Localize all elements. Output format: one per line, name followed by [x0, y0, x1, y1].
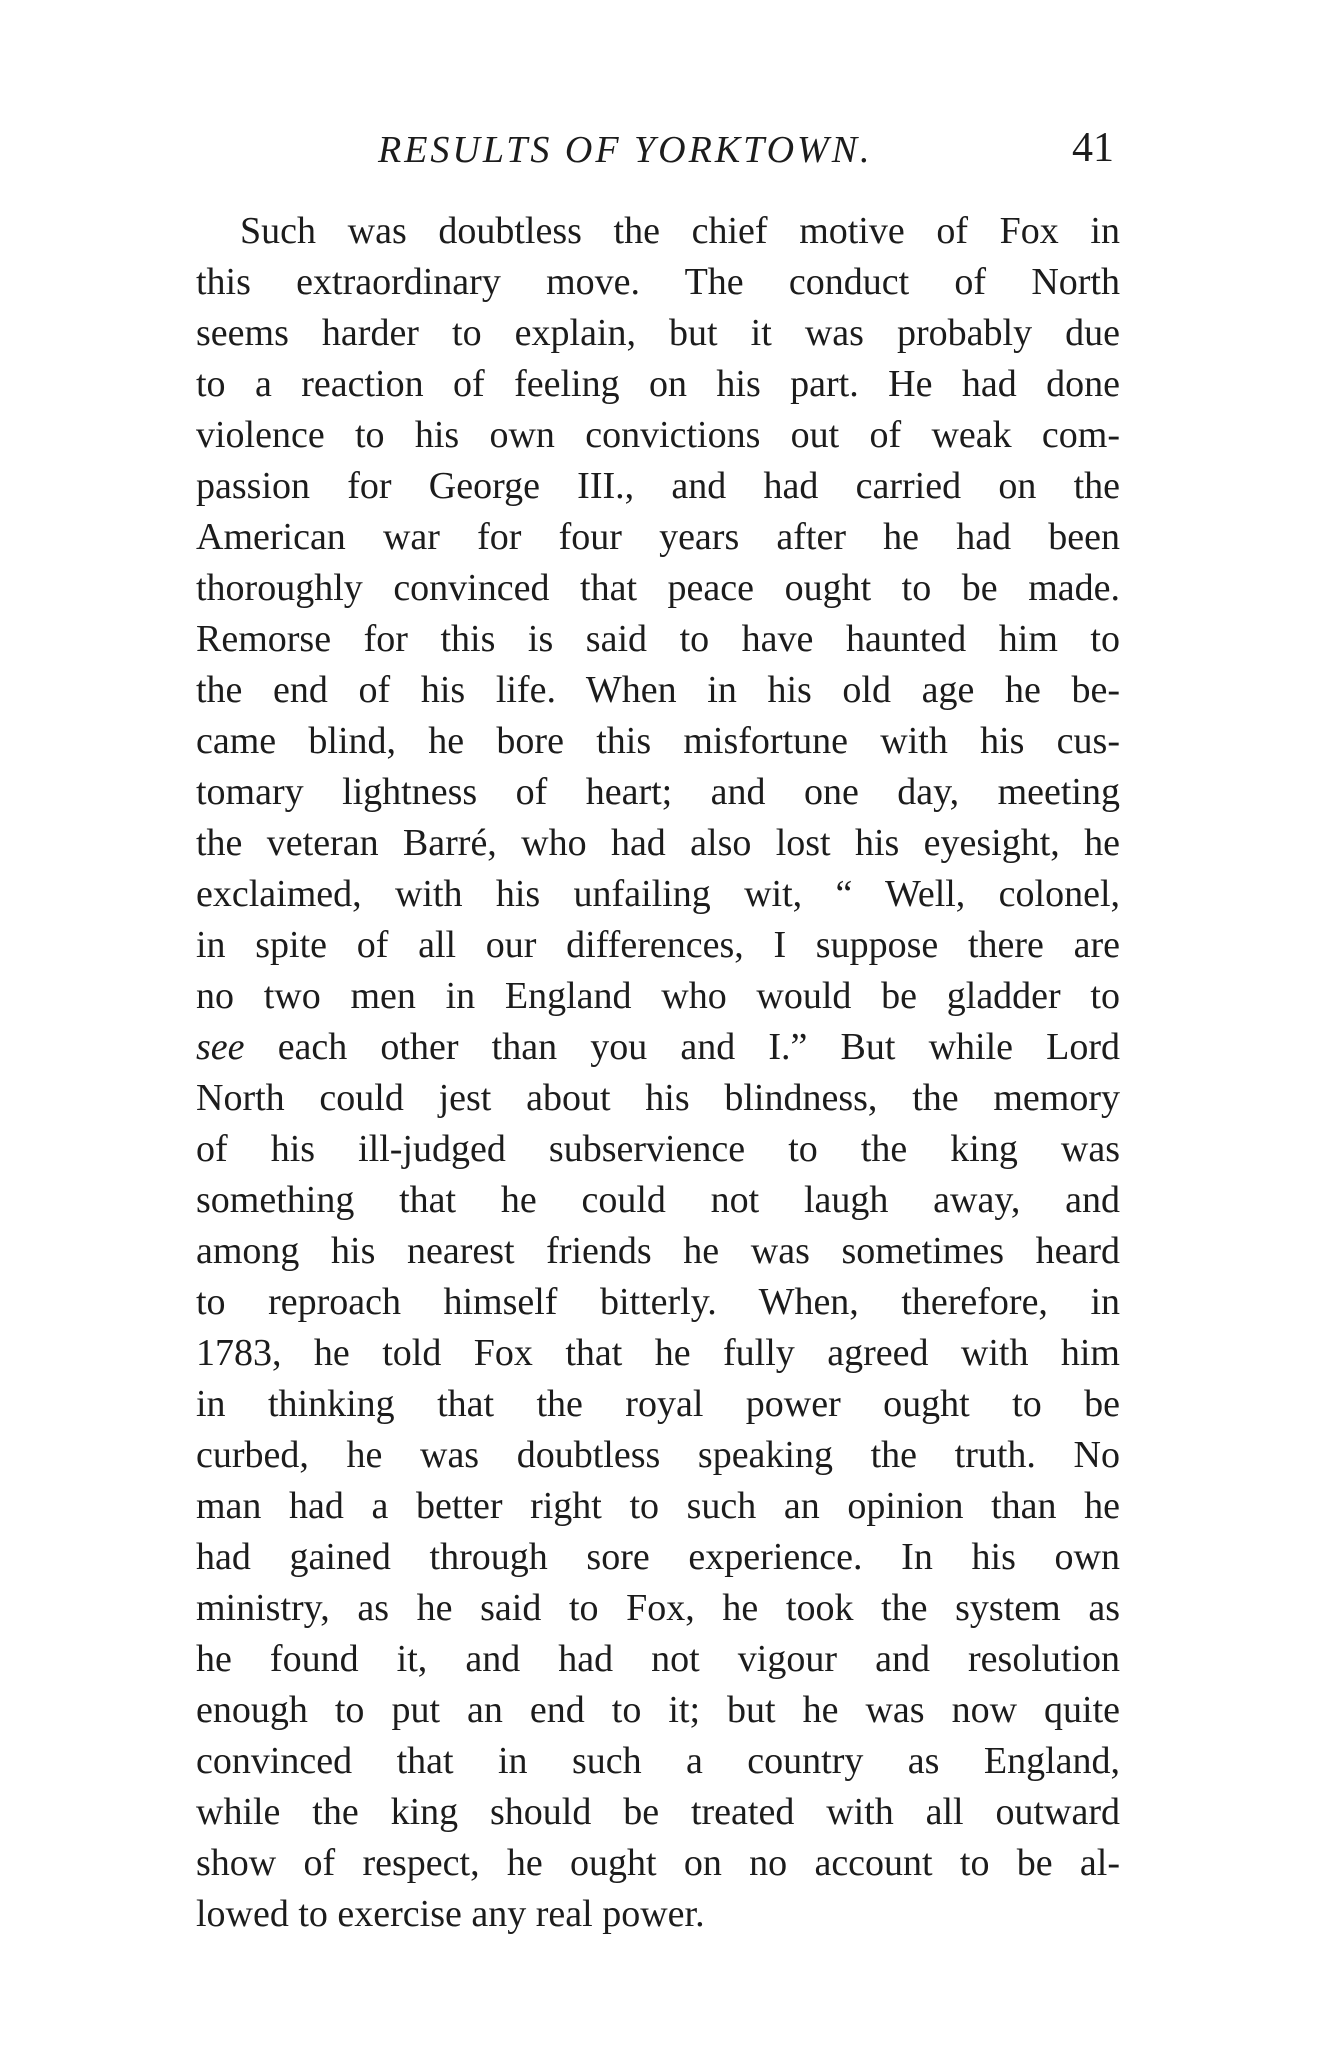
text-line-26: man had a better right to such an opinion than he [196, 1485, 1120, 1527]
running-title: RESULTS OF YORKTOWN. [378, 129, 873, 171]
text-line-5: violence to his own convictions out of weak com- [196, 414, 1120, 456]
text-line-17 [196, 1022, 1120, 1073]
page-number: 41 [1072, 125, 1114, 171]
text-line-3: seems harder to explain, but it was probably due [196, 312, 1120, 354]
text-line-17-rest: each other than you and I.” But while Lord [277, 1026, 1121, 1068]
text-line-2: this extraordinary move. The conduct of North [196, 261, 1120, 303]
text-line-19: of his ill-judged subservience to the king was [196, 1128, 1120, 1170]
text-line-15: in spite of all our differences, I suppose there are [196, 924, 1120, 966]
text-line-14: exclaimed, with his unfailing wit, “ Well, colonel, [196, 873, 1120, 915]
text-line-25: curbed, he was doubtless speaking the truth. No [196, 1434, 1120, 1476]
text-line-6: passion for George III., and had carried on the [196, 465, 1120, 507]
text-line-32: while the king should be treated with all outward [196, 1791, 1120, 1833]
text-line-33: show of respect, he ought on no account to be al- [196, 1842, 1120, 1884]
text-line-24: in thinking that the royal power ought to be [196, 1383, 1120, 1425]
text-line-4: to a reaction of feeling on his part. He had done [196, 363, 1120, 405]
text-line-12: tomary lightness of heart; and one day, meeting [196, 771, 1120, 813]
text-line-28: ministry, as he said to Fox, he took the system as [196, 1587, 1120, 1629]
text-line-1: Such was doubtless the chief motive of Fox in [240, 210, 1120, 252]
text-line-9: Remorse for this is said to have haunted him to [196, 618, 1120, 660]
text-line-20: something that he could not laugh away, and [196, 1179, 1120, 1221]
text-line-30: enough to put an end to it; but he was now quite [196, 1689, 1120, 1731]
text-line-16: no two men in England who would be gladder to [196, 975, 1120, 1017]
text-line-27: had gained through sore experience. In his own [196, 1536, 1120, 1578]
text-line-10: the end of his life. When in his old age he be- [196, 669, 1120, 711]
text-line-29: he found it, and had not vigour and resolution [196, 1638, 1120, 1680]
body-paragraph [196, 206, 1120, 1940]
text-line-31: convinced that in such a country as England, [196, 1740, 1120, 1782]
text-line-21: among his nearest friends he was sometimes heard [196, 1230, 1120, 1272]
text-line-18: North could jest about his blindness, the memory [196, 1077, 1120, 1119]
text-line-34: lowed to exercise any real power. [196, 1893, 705, 1935]
text-line-22: to reproach himself bitterly. When, therefore, in [196, 1281, 1120, 1323]
text-line-7: American war for four years after he had been [196, 516, 1120, 558]
text-line-11: came blind, he bore this misfortune with his cus- [196, 720, 1120, 762]
text-line-23: 1783, he told Fox that he fully agreed with him [196, 1332, 1120, 1374]
text-line-8: thoroughly convinced that peace ought to be made. [196, 567, 1120, 609]
text-line-13: the veteran Barré, who had also lost his eyesight, he [196, 822, 1120, 864]
italic-word: see [196, 1026, 245, 1068]
